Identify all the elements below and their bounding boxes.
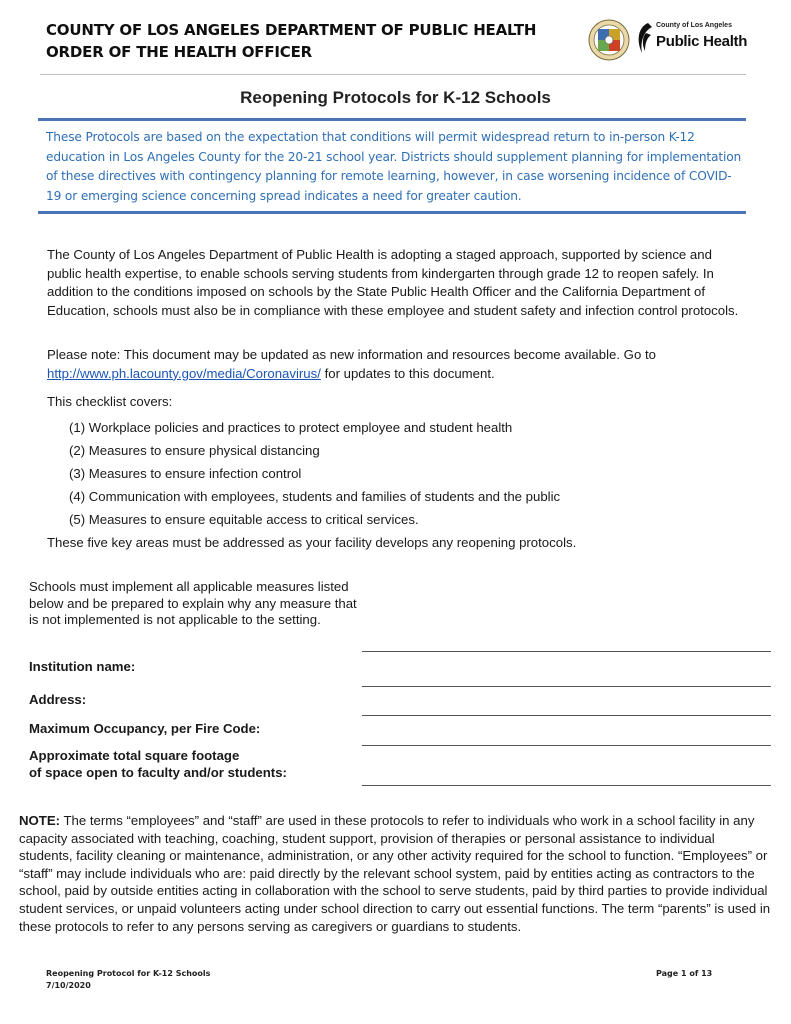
- logo-county-text: County of Los Angeles: [656, 22, 732, 29]
- header-title-line1: COUNTY OF LOS ANGELES DEPARTMENT OF PUBLIC HEALTH: [46, 21, 537, 39]
- note-label: NOTE:: [19, 813, 61, 828]
- key-areas-statement: These five key areas must be addressed as your facility develops any reopening protocols.: [47, 535, 577, 550]
- county-seal-icon: [588, 19, 630, 61]
- footer-page-number: Page 1 of 13: [656, 969, 713, 978]
- square-footage-label-line1: Approximate total square footage: [29, 748, 240, 763]
- update-note-text: Please note: This document may be updated as new information and resources become available. Go to: [47, 347, 656, 362]
- approach-paragraph: The County of Los Angeles Department of Public Health is adopting a staged approach, supported by science and public health expertise, to enable schools serving students from kindergarten through grade 12 to reopen safely. In addition to the conditions imposed on schools by the State Public Health Officer and the California Department of Education, schools must also be in compliance with these employee and student safety and infection control protocols.: [47, 247, 739, 318]
- square-footage-label: [29, 748, 287, 781]
- form-instructions: Schools must implement all applicable measures listed below and be prepared to explain why any measure that is not implemented is not applicable to the setting.: [29, 579, 357, 628]
- institution-name-label: Institution name:: [29, 659, 136, 674]
- checklist-item: (5) Measures to ensure equitable access to critical services.: [69, 512, 419, 527]
- square-footage-field[interactable]: [362, 785, 771, 786]
- intro-bottom-rule: [38, 211, 746, 214]
- note-paragraph: [19, 812, 771, 935]
- public-health-logo: [634, 19, 754, 59]
- max-occupancy-field-bottom[interactable]: [362, 745, 771, 746]
- update-note-paragraph: [47, 346, 747, 383]
- public-health-emblem-icon: [634, 19, 654, 59]
- note-text: The terms “employees” and “staff” are used in these protocols to refer to individuals who work in a school facility in any capacity associated with teaching, coaching, student support, provision of therapies or personal assistance to individual students, facility cleaning or maintenance, administration, or any other activity required for the school to function. “Employees” or “staff” may include individuals who are: paid directly by the relevant school system, paid by entities acting as contractors to the school, paid by outside entities acting in collaboration with the school to serve students, paid by third parties to provide individual student services, or unpaid volunteers acting under school direction to carry out essential functions. The term “parents” is used in these protocols to refer to any persons serving as caregivers or guardians to students.: [19, 813, 771, 934]
- header-divider: [40, 74, 746, 75]
- coronavirus-link[interactable]: http://www.ph.lacounty.gov/media/Coronavirus/: [47, 365, 321, 381]
- footer-doc-name: Reopening Protocol for K-12 Schools: [46, 969, 211, 978]
- checklist-item: (1) Workplace policies and practices to protect employee and student health: [69, 420, 513, 435]
- max-occupancy-field[interactable]: [362, 715, 771, 716]
- checklist-item: (2) Measures to ensure physical distancing: [69, 443, 320, 458]
- checklist-intro: This checklist covers:: [47, 394, 173, 409]
- intro-callout: These Protocols are based on the expectation that conditions will permit widespread return to in-person K-12 education in Los Angeles County for the 20-21 school year. Districts should supplement planning for implementation of these directives with contingency planning for remote learning, however, in case worsening incidence of COVID-19 or emerging science concerning spread indicates a need for greater caution.: [46, 130, 742, 203]
- checklist-item: (3) Measures to ensure infection control: [69, 466, 302, 481]
- max-occupancy-label: Maximum Occupancy, per Fire Code:: [29, 721, 261, 736]
- footer-date: 7/10/2020: [46, 981, 91, 990]
- logo-public-health-text: Public Health: [656, 33, 748, 50]
- checklist-item: (4) Communication with employees, students and families of students and the public: [69, 489, 561, 504]
- page-title: Reopening Protocols for K-12 Schools: [240, 88, 551, 107]
- intro-top-rule: [38, 118, 746, 121]
- square-footage-label-line2: of space open to faculty and/or students:: [29, 764, 287, 780]
- address-label: Address:: [29, 692, 87, 707]
- header-title-line2: ORDER OF THE HEALTH OFFICER: [46, 43, 312, 61]
- update-note-text-end: for updates to this document.: [320, 365, 495, 381]
- institution-name-field[interactable]: [362, 651, 771, 652]
- address-field[interactable]: [362, 686, 771, 687]
